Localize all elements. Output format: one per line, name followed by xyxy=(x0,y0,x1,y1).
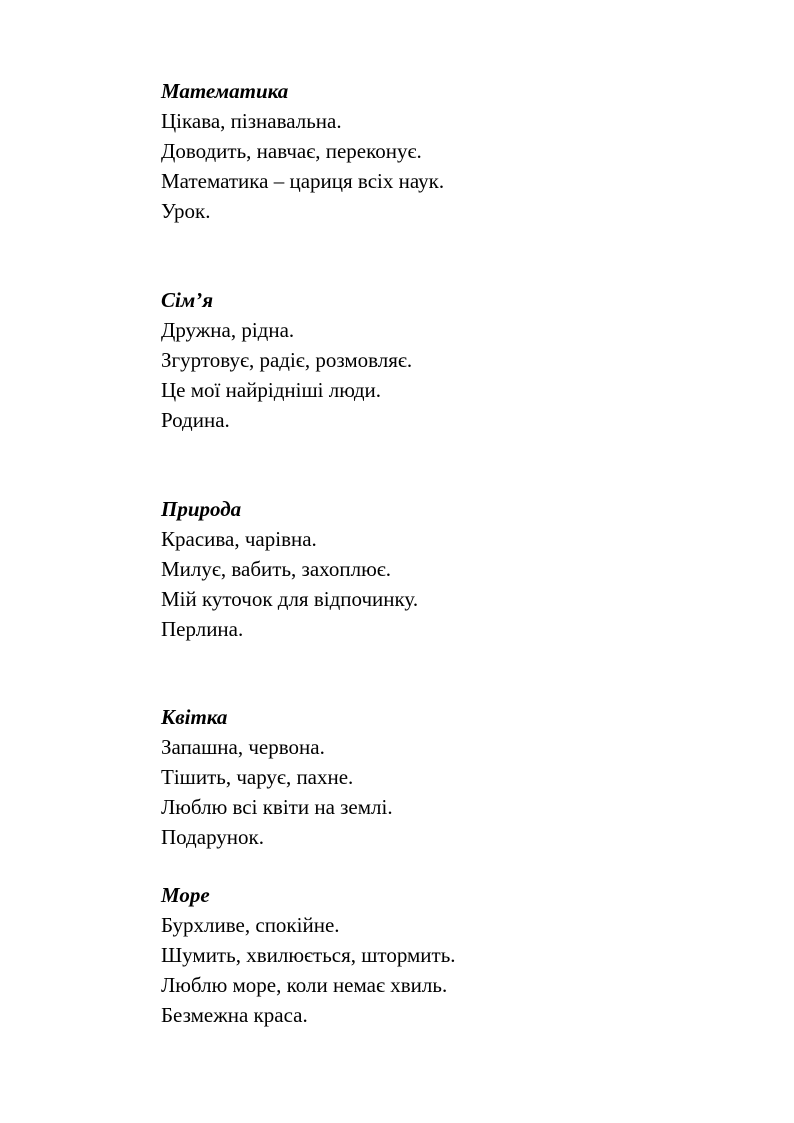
poem-family xyxy=(161,285,721,435)
poem-title: Математика xyxy=(161,79,289,103)
poem-flower xyxy=(161,702,721,852)
poem-title: Квітка xyxy=(161,705,228,729)
poem-mathematics xyxy=(161,76,721,226)
poem-nature xyxy=(161,494,721,644)
poem-sea xyxy=(161,880,721,1030)
poem-line: Милує, вабить, захоплює. xyxy=(161,557,392,581)
poem-line: Доводить, навчає, переконує. xyxy=(161,139,422,163)
poem-line: Подарунок. xyxy=(161,825,264,849)
poem-line: Тішить, чарує, пахне. xyxy=(161,765,354,789)
poem-line: Урок. xyxy=(161,199,211,223)
poem-line: Це мої найрідніші люди. xyxy=(161,378,382,402)
poem-line: Родина. xyxy=(161,408,230,432)
poem-line: Люблю всі квіти на землі. xyxy=(161,795,393,819)
poem-line: Люблю море, коли немає хвиль. xyxy=(161,973,448,997)
poem-line: Мій куточок для відпочинку. xyxy=(161,587,419,611)
poem-line: Красива, чарівна. xyxy=(161,527,317,551)
poem-line: Бурхливе, спокійне. xyxy=(161,913,340,937)
poem-line: Згуртовує, радіє, розмовляє. xyxy=(161,348,413,372)
poem-title: Сім’я xyxy=(161,288,214,312)
poem-line: Математика – цариця всіх наук. xyxy=(161,169,445,193)
poem-title: Природа xyxy=(161,497,242,521)
poem-line: Цікава, пізнавальна. xyxy=(161,109,342,133)
poem-line: Безмежна краса. xyxy=(161,1003,308,1027)
poem-line: Шумить, хвилюється, штормить. xyxy=(161,943,456,967)
poem-line: Запашна, червона. xyxy=(161,735,325,759)
poem-line: Дружна, рідна. xyxy=(161,318,295,342)
poem-line: Перлина. xyxy=(161,617,244,641)
poem-title: Море xyxy=(161,883,210,907)
